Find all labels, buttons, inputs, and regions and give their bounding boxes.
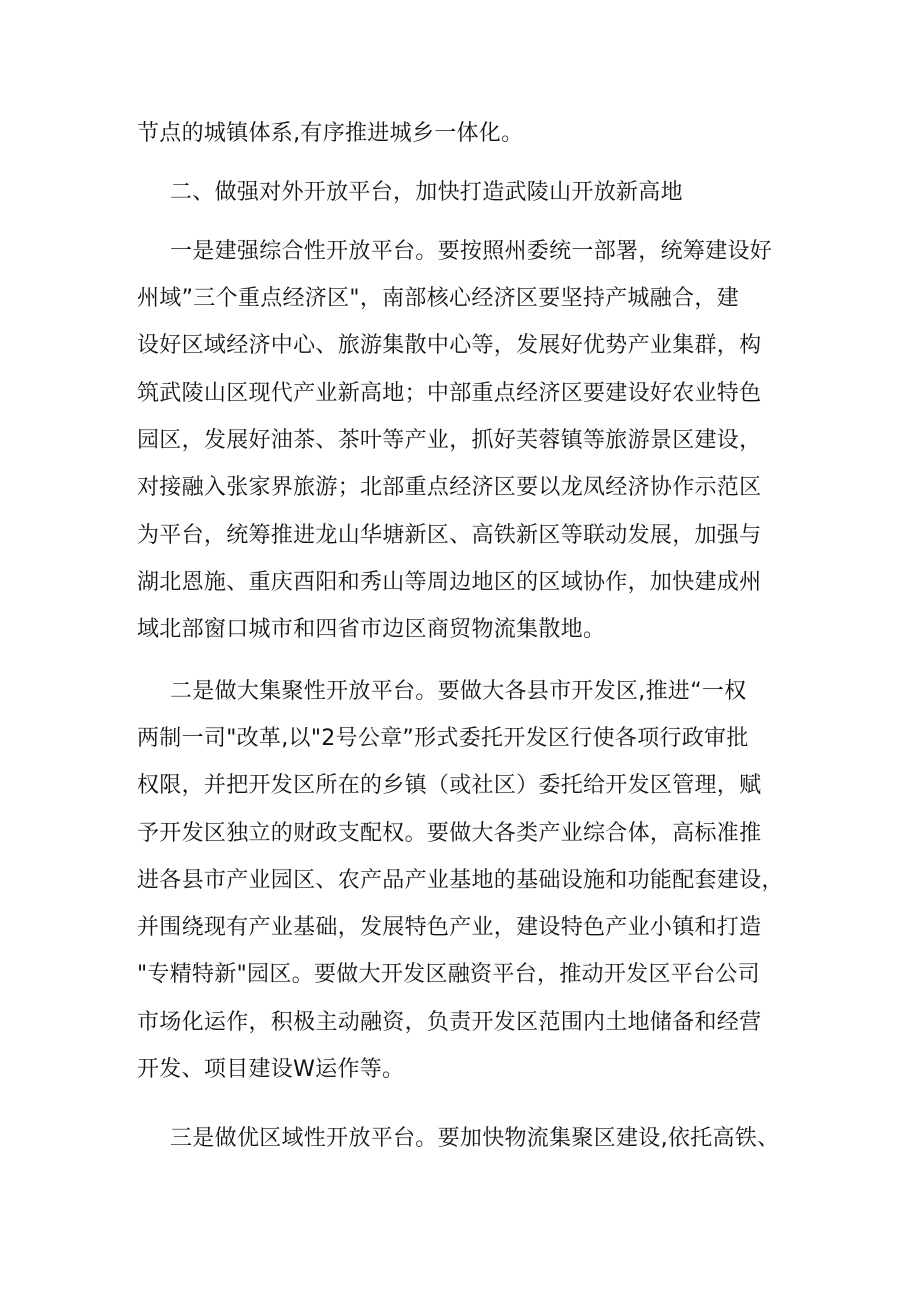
paragraph-line: 筑武陵山区现代产业新高地；中部重点经济区要建设好农业特色	[137, 381, 762, 406]
paragraph-line: 节点的城镇体系,有序推进城乡一体化。	[137, 121, 524, 146]
section-heading: 二、做强对外开放平台，加快打造武陵山开放新高地	[170, 180, 683, 205]
paragraph-line: 开发、项目建设W运作等。	[137, 1057, 405, 1082]
paragraph-line: 并围绕现有产业基础，发展特色产业，建设特色产业小镇和打造	[137, 915, 762, 940]
paragraph-line: 二是做大集聚性开放平台。要做大各县市开发区,推进“一权	[170, 679, 747, 704]
paragraph-line: 进各县市产业园区、农产品产业基地的基础设施和功能配套建设，	[137, 868, 784, 893]
paragraph-line: 权限，并把开发区所在的乡镇（或社区）委托给开发区管理，赋	[137, 773, 762, 798]
paragraph-line: 州域”三个重点经济区"，南部核心经济区要坚持产城融合，建	[137, 286, 739, 311]
paragraph-line: 设好区域经济中心、旅游集散中心等，发展好优势产业集群，构	[137, 333, 762, 358]
paragraph-line: 域北部窗口城市和四省市边区商贸物流集散地。	[137, 617, 606, 642]
paragraph-line: 一是建强综合性开放平台。要按照州委统一部署，统筹建设好	[170, 239, 773, 264]
paragraph-line: 湖北恩施、重庆酉阳和秀山等周边地区的区域协作，加快建成州	[137, 570, 762, 595]
paragraph-line: 予开发区独立的财政支配权。要做大各类产业综合体，高标准推	[137, 821, 762, 846]
paragraph-line: "专精特新"园区。要做大开发区融资平台，推动开发区平台公司	[137, 962, 760, 987]
paragraph-line: 两制一司"改革,以"2号公章”形式委托开发区行使各项行政审批	[137, 726, 749, 751]
paragraph-line: 市场化运作，积极主动融资，负责开发区范围内土地储备和经营	[137, 1010, 762, 1035]
paragraph-line: 对接融入张家界旅游；北部重点经济区要以龙凤经济协作示范区	[137, 475, 762, 500]
paragraph-line: 园区，发展好油茶、茶叶等产业，抓好芙蓉镇等旅游景区建设，	[137, 428, 762, 453]
paragraph-line: 三是做优区域性开放平台。要加快物流集聚区建设,依托高铁、	[170, 1126, 780, 1151]
paragraph-line: 为平台，统筹推进龙山华塘新区、高铁新区等联动发展，加强与	[137, 523, 762, 548]
